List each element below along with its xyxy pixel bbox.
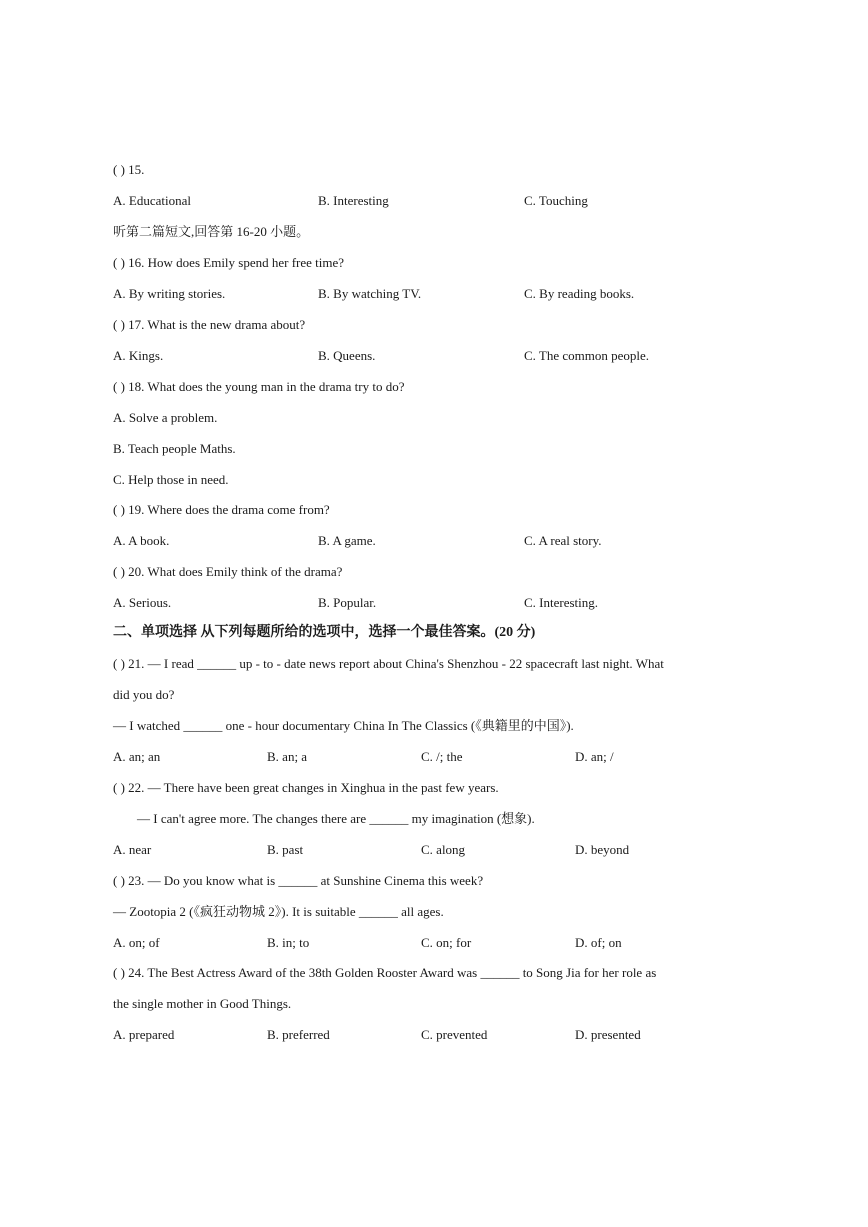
option-c: C. By reading books.: [524, 286, 635, 301]
option-b: B. Queens.: [318, 348, 376, 363]
question-24-continued: the single mother in Good Things.: [113, 996, 292, 1011]
option-b: B. Popular.: [318, 595, 377, 610]
option-b: B. past: [267, 842, 304, 857]
question-19: ( ) 19. Where does the drama come from?: [113, 502, 330, 517]
option-a: A. Solve a problem.: [113, 410, 218, 425]
option-b: B. preferred: [267, 1027, 330, 1042]
option-a: A. Serious.: [113, 595, 172, 610]
question-15: ( ) 15.: [113, 162, 145, 177]
option-d: D. an; /: [575, 749, 614, 764]
option-b: B. Teach people Maths.: [113, 441, 236, 456]
options-17: [113, 348, 753, 364]
option-a: A. A book.: [113, 533, 170, 548]
listening-instruction-2: 听第二篇短文,回答第 16-20 小题。: [113, 224, 310, 239]
option-a: A. on; of: [113, 935, 160, 950]
options-19: [113, 533, 753, 549]
options-20: [113, 595, 753, 611]
option-a: A. By writing stories.: [113, 286, 226, 301]
option-b: B. an; a: [267, 749, 308, 764]
question-23: ( ) 23. — Do you know what is ______ at Sunshine Cinema this week?: [113, 873, 484, 888]
option-d: D. presented: [575, 1027, 641, 1042]
options-21: [113, 749, 753, 765]
option-c: C. Touching: [524, 193, 588, 208]
option-b: B. in; to: [267, 935, 310, 950]
question-22-response: — I can't agree more. The changes there are ______ my imagination (想象).: [137, 811, 535, 826]
question-24: ( ) 24. The Best Actress Award of the 38th Golden Rooster Award was ______ to Song Jia for her role as: [113, 965, 657, 980]
options-24: [113, 1027, 753, 1043]
question-16: ( ) 16. How does Emily spend her free time?: [113, 255, 345, 270]
question-20: ( ) 20. What does Emily think of the drama?: [113, 564, 343, 579]
question-21-continued: did you do?: [113, 687, 175, 702]
option-c: C. A real story.: [524, 533, 602, 548]
question-22: ( ) 22. — There have been great changes in Xinghua in the past few years.: [113, 780, 499, 795]
option-c: C. along: [421, 842, 466, 857]
option-d: D. of; on: [575, 935, 622, 950]
section-heading: 二、单项选择 从下列每题所给的选项中，选择一个最佳答案。(20 分): [113, 625, 536, 640]
option-c: C. on; for: [421, 935, 472, 950]
option-a: A. Educational: [113, 193, 191, 208]
option-a: A. an; an: [113, 749, 161, 764]
option-c: C. /; the: [421, 749, 463, 764]
options-23: [113, 935, 753, 951]
option-c: C. Help those in need.: [113, 472, 229, 487]
option-d: D. beyond: [575, 842, 630, 857]
option-c: C. The common people.: [524, 348, 650, 363]
option-a: A. Kings.: [113, 348, 164, 363]
option-a: A. near: [113, 842, 152, 857]
option-b: B. By watching TV.: [318, 286, 422, 301]
question-17: ( ) 17. What is the new drama about?: [113, 317, 306, 332]
option-c: C. prevented: [421, 1027, 488, 1042]
option-b: B. Interesting: [318, 193, 389, 208]
question-21-response: — I watched ______ one - hour documentary China In The Classics (《典籍里的中国》).: [113, 718, 574, 733]
option-a: A. prepared: [113, 1027, 175, 1042]
question-18: ( ) 18. What does the young man in the drama try to do?: [113, 379, 405, 394]
options-15: [113, 193, 753, 209]
option-c: C. Interesting.: [524, 595, 599, 610]
options-22: [113, 842, 753, 858]
question-23-response: — Zootopia 2 (《疯狂动物城 2》). It is suitable ______ all ages.: [113, 904, 444, 919]
option-b: B. A game.: [318, 533, 376, 548]
question-21: ( ) 21. — I read ______ up - to - date news report about China's Shenzhou - 22 spacecraft last night. What: [113, 656, 664, 671]
options-16: [113, 286, 753, 302]
